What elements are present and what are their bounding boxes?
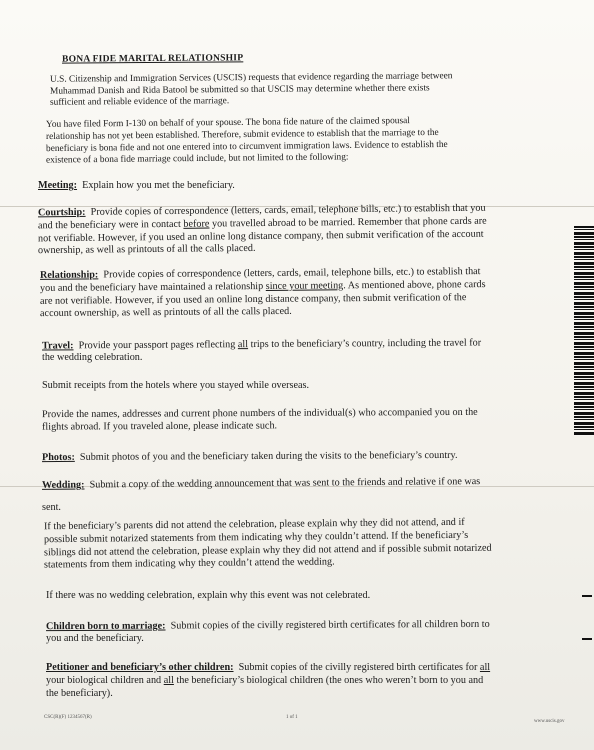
other-children-text: your biological children and [46,675,164,686]
other-children-line [46,662,490,674]
other-children-emphasis: all [163,675,174,686]
meeting-text: Explain how you met the beneficiary. [82,180,235,191]
other-children-line [46,675,483,687]
courtship-line: not verifiable. However, if you used an online long distance company, then submit verification of the account [37,228,484,245]
other-children-text: Submit copies of the civilly registered birth certificates for [238,662,480,673]
filed-line: You have filed Form I-130 on behalf of your spouse. The bona fide nature of the claimed spousal [45,116,410,130]
relationship-heading: Relationship: [39,269,99,281]
other-children-text: the beneficiary’s biological children (the ones who weren’t born to you and [173,675,484,686]
wedding-text: Submit a copy of the wedding announcement that was sent to the friends and relative if one was [89,476,481,491]
wedding-line [42,476,480,492]
courtship-emphasis: before [183,218,210,230]
wedding-heading: Wedding: [41,479,85,491]
travel-text: trips to the beneficiary’s country, including the travel for [248,337,482,351]
travel-line: the wedding celebration. [42,352,143,363]
document-title: BONA FIDE MARITAL RELATIONSHIP [61,52,244,65]
children-born-text: Submit copies of the civilly registered birth certificates for all children born to [170,618,490,632]
intro-line: Muhammad Danish and Rida Batool be submitted so that USCIS may determine whether there exists [49,83,430,97]
wedding-none-text: If there was no wedding celebration, explain why this event was not celebrated. [46,590,371,601]
travel-receipts: Submit receipts from the hotels where you stayed while overseas. [42,380,310,391]
travel-heading: Travel: [41,340,74,352]
other-children-heading: Petitioner and beneficiary’s other children: [46,662,234,673]
footer-page-number: 1 of 1 [286,715,298,720]
wedding-parents-line: possible submit notarized statements from them indicating why they couldn’t attend. If the beneficiary’s [43,529,469,546]
travel-emphasis: all [237,339,249,351]
travel-companions-line: Provide the names, addresses and current phone numbers of the individual(s) who accompanied you on the [41,406,478,421]
photos-heading: Photos: [41,451,75,464]
travel-text: Provide your passport pages reflecting [78,339,238,352]
intro-line: U.S. Citizenship and Immigration Services (USCIS) requests that evidence regarding the marriage between [49,71,453,85]
other-children-line: the beneficiary). [46,688,113,699]
filed-line: relationship has not yet been established. Therefore, submit evidence to establish that the marriage to the [45,127,439,143]
courtship-text: you travelled abroad to be married. Remember that phone cards are [209,215,487,230]
meeting-heading: Meeting: [38,180,78,191]
children-born-line: you and the beneficiary. [46,633,144,644]
children-born-heading: Children born to marriage: [45,620,166,633]
other-children-emphasis: all [479,662,491,673]
footer-website: www.uscis.gov [534,719,565,724]
photos-text: Submit photos of you and the beneficiary taken during the visits to the beneficiary’s country. [79,449,458,463]
relationship-text: Provide copies of correspondence (letters, cards, email, telephone bills, etc.) to establish that [103,266,481,281]
wedding-parents-line: siblings did not attend the celebration, please explain why they did not attend and if possible submit notarized [43,542,492,559]
filed-line: beneficiary is bona fide and not one entered into to circumvent immigration laws. Evidence to establish the [45,139,448,155]
intro-line: sufficient and reliable evidence of the marriage. [49,96,230,108]
wedding-parents-line: statements from them indicating why they couldn’t attend the wedding. [43,556,335,571]
relationship-line: are not verifiable. However, if you used an online long distance company, then submit verification of the [39,292,467,307]
travel-line [42,337,481,352]
relationship-text: . As mentioned above, phone cards [343,279,486,292]
courtship-heading: Courtship: [37,206,86,219]
courtship-line: ownership, as well as printouts of all the calls placed. [37,242,256,257]
courtship-text: and the beneficiary were in contact [37,218,184,232]
registration-mark-icon [582,595,592,597]
filed-line: existence of a bona fide marriage could include, but not limited to the following: [45,152,349,166]
photos-paragraph [42,450,458,465]
courtship-text: Provide copies of correspondence (letters, cards, email, telephone bills, etc.) to establish that you [90,202,486,218]
registration-mark-icon [582,638,592,640]
relationship-text: you and the beneficiary have maintained a relationship [39,280,266,294]
wedding-line: sent. [42,502,61,513]
relationship-line: account ownership, as well as printouts of all the calls placed. [39,305,292,320]
travel-companions-line: flights abroad. If you traveled alone, please indicate such. [41,420,278,433]
footer-form-code: CSC(R)(F) 1234567(R) [44,715,92,720]
relationship-emphasis: since your meeting [265,280,344,292]
meeting-paragraph [38,180,235,192]
barcode-icon [574,226,594,436]
children-born-line [46,619,490,634]
wedding-parents-line: If the beneficiary’s parents did not attend the celebration, please explain why they did not attend, and if [43,516,465,533]
